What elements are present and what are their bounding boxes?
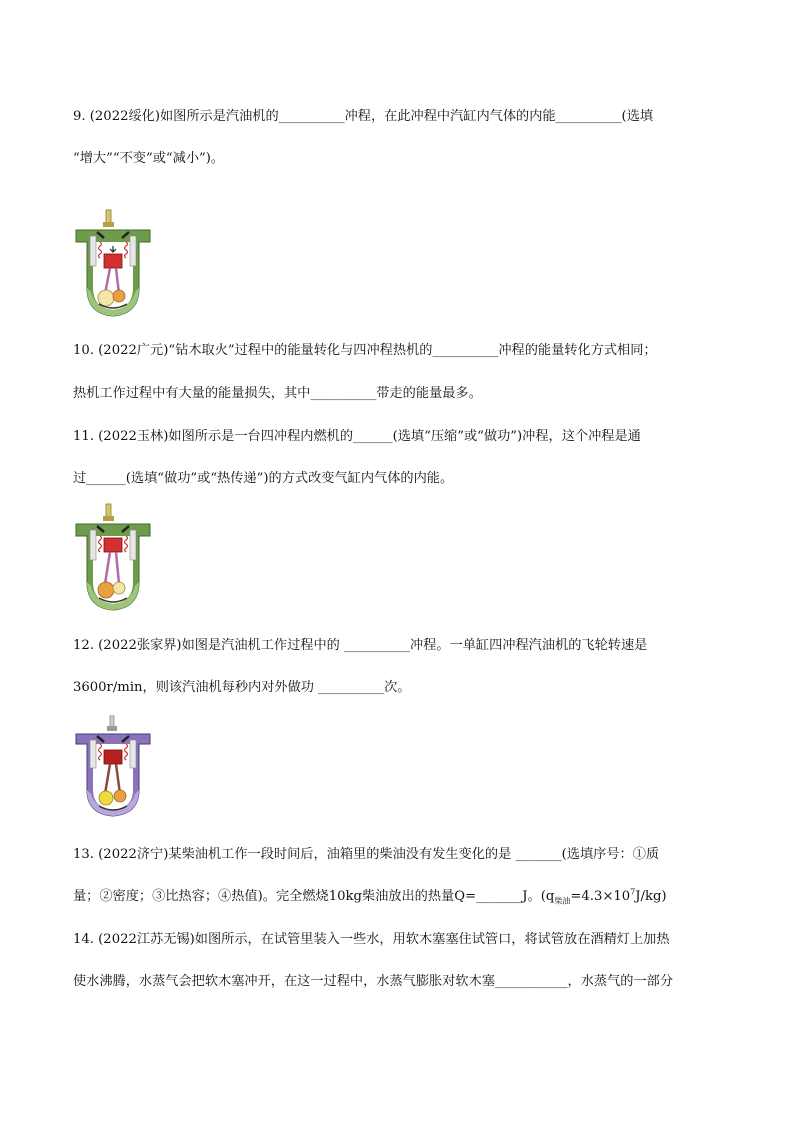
q14-line1: 14. (2022江苏无锡)如图所示，在试管里装入一些水，用软木塞塞住试管口，将试管放在酒精灯上加热	[73, 932, 670, 947]
engine-diagram-q12	[73, 714, 153, 826]
engine-diagram-q9	[73, 208, 153, 328]
q10-line1: 10. (2022广元)“钻木取火”过程中的能量转化与四冲程热机的__________冲程的能量转化方式相同；	[73, 343, 657, 358]
engine-diagram-q11	[73, 502, 153, 622]
q13-value: =4.3×10	[570, 889, 631, 904]
q13-diesel-subscript: 柴油	[554, 896, 571, 906]
q11-line1: 11. (2022玉林)如图所示是一台四冲程内燃机的______(选填“压缩”或“做功”)冲程，这个冲程是通	[73, 429, 641, 444]
q11-line2: 过______(选填“做功”或“热传递”)的方式改变气缸内气体的内能。	[73, 471, 454, 486]
q13-line1: 13. (2022济宁)某柴油机工作一段时间后，油箱里的柴油没有发生变化的是 _______(选填序号：①质	[73, 847, 660, 862]
q9-line1: 9. (2022绥化)如图所示是汽油机的__________冲程，在此冲程中汽缸内气体的内能__________(选填	[73, 109, 654, 124]
q13-line2-text: 量；②密度；③比热容；④热值)。完全燃烧10kg柴油放出的热量Q=_______J。(q	[73, 889, 555, 904]
q13-exponent: 7	[630, 887, 636, 897]
q13-unit: J/kg)	[635, 889, 667, 904]
q14-line2: 使水沸腾，水蒸气会把软木塞冲开，在这一过程中，水蒸气膨胀对软木塞___________，水蒸气的一部分	[73, 974, 674, 989]
q12-line1: 12. (2022张家界)如图是汽油机工作过程中的 __________冲程。一单缸四冲程汽油机的飞轮转速是	[73, 638, 648, 653]
q12-line2: 3600r/min，则该汽油机每秒内对外做功 __________次。	[73, 680, 411, 695]
q13-line2	[73, 887, 733, 907]
q10-line2: 热机工作过程中有大量的能量损失，其中__________带走的能量最多。	[73, 386, 482, 401]
q9-line2: “增大”“不变”或“减小”)。	[73, 151, 225, 166]
